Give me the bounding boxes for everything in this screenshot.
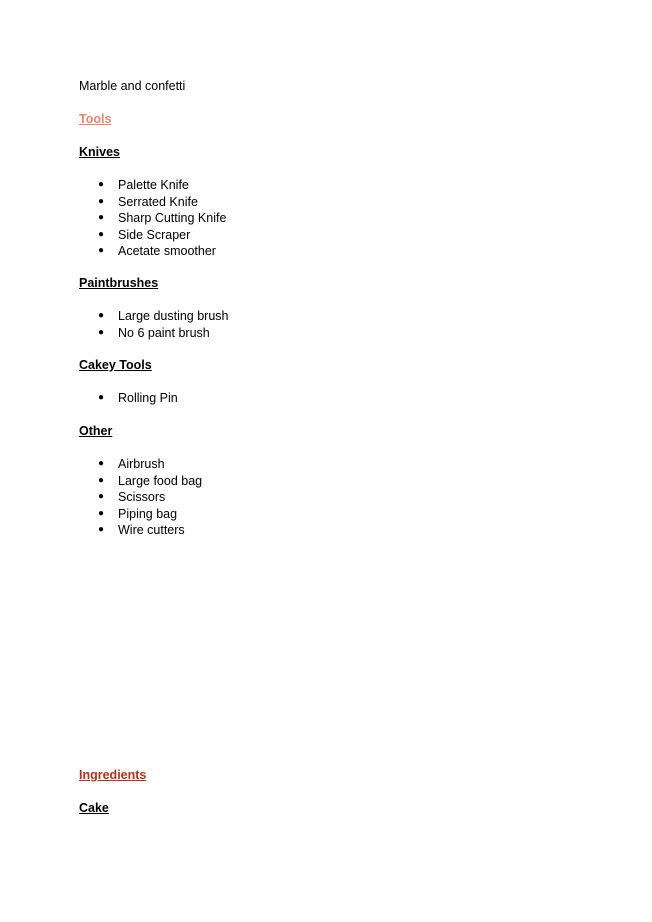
bullet-icon: ● [98, 195, 105, 207]
bullet-icon: ● [98, 228, 105, 240]
list-item-text: Piping bag [118, 506, 178, 521]
list-item-text: Palette Knife [118, 178, 189, 192]
list-item-text: Side Scraper [118, 227, 191, 242]
bullet-icon: ● [98, 310, 105, 321]
bullet-icon: ● [98, 326, 105, 338]
bullet-icon: ● [98, 245, 105, 256]
bullet-icon: ● [98, 474, 105, 486]
list-item-text: Serrated Knife [118, 194, 198, 209]
subheading-other: Other [79, 424, 113, 438]
subheading-knives: Knives [79, 145, 120, 159]
document-title: Marble and confetti [79, 79, 186, 93]
list-item-text: Wire cutters [118, 523, 185, 537]
bullet-icon: ● [98, 524, 105, 535]
list-item-text: Airbrush [118, 457, 165, 471]
subheading-paintbrushes: Paintbrushes [79, 276, 159, 290]
list-item-text: Scissors [118, 490, 166, 504]
section-heading-tools: Tools [79, 112, 112, 126]
list-item-text: Acetate smoother [118, 244, 216, 258]
list-item-text: Large dusting brush [118, 309, 229, 323]
bullet-icon: ● [98, 392, 105, 403]
bullet-icon: ● [98, 491, 105, 502]
list-item-text: Rolling Pin [118, 391, 178, 405]
section-heading-ingredients: Ingredients [79, 768, 147, 782]
list-item-text: No 6 paint brush [118, 325, 210, 340]
bullet-icon: ● [98, 507, 105, 519]
subheading-cakey-tools: Cakey Tools [79, 358, 152, 372]
bullet-icon: ● [98, 458, 105, 469]
list-item-text: Sharp Cutting Knife [118, 211, 227, 225]
bullet-icon: ● [98, 179, 105, 190]
list-item-text: Large food bag [118, 473, 203, 488]
subheading-cake: Cake [79, 801, 109, 815]
bullet-icon: ● [98, 212, 105, 223]
